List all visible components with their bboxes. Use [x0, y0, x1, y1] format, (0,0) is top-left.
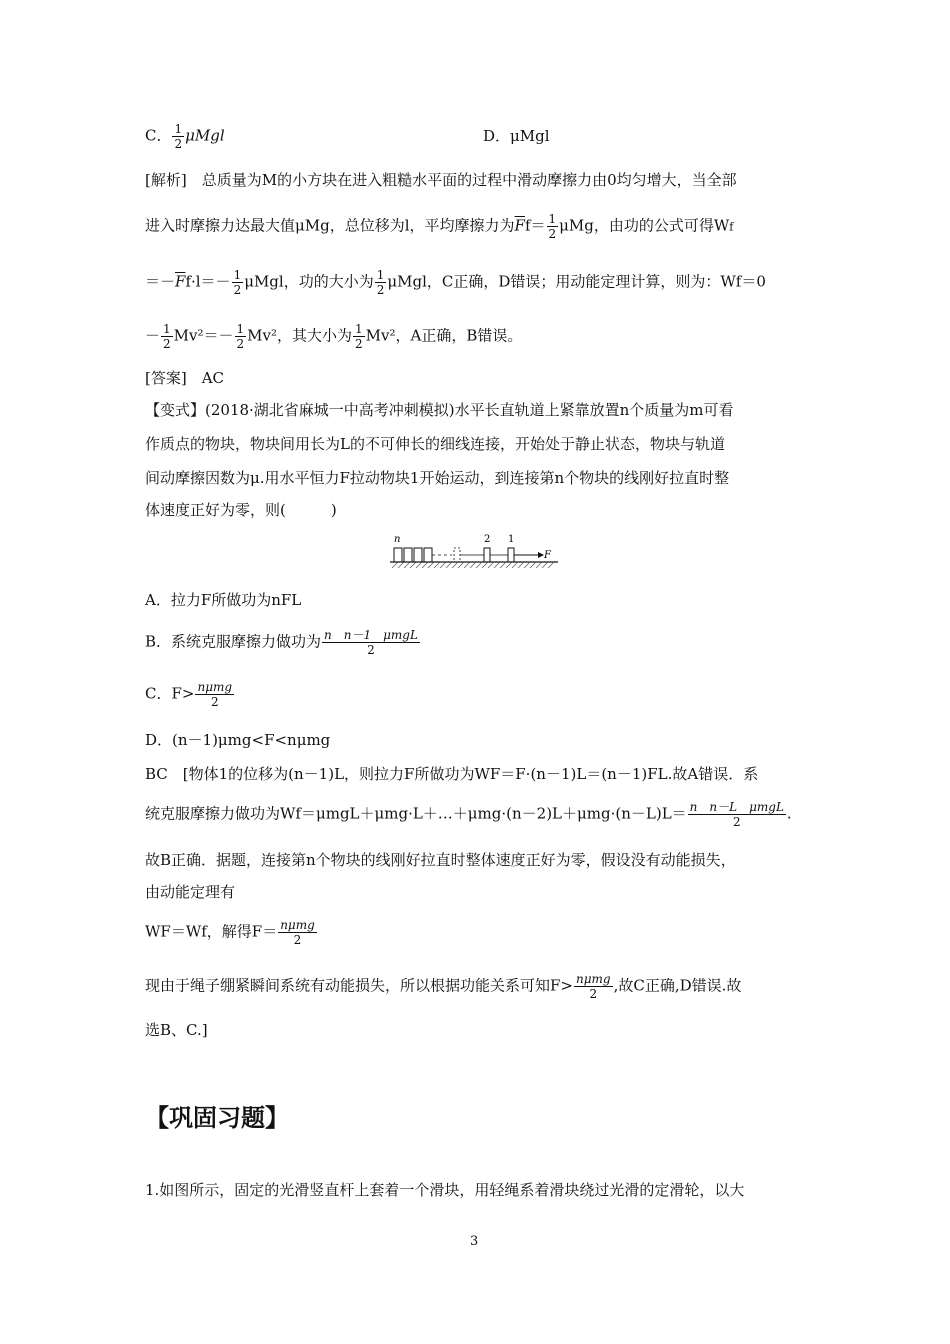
- option-c-prefix: C．: [145, 126, 172, 145]
- fraction-half: [375, 268, 387, 297]
- block-n: [394, 548, 402, 562]
- subscript: f: [729, 220, 734, 234]
- fraction-half: [547, 212, 559, 241]
- denominator: 2: [355, 337, 363, 351]
- analysis-text: Mv²，A正确，B错误。: [365, 326, 523, 345]
- numerator: 1: [548, 212, 557, 226]
- numerator: 1: [355, 322, 363, 336]
- analysis-text: Mv²＝－: [173, 326, 234, 345]
- label-2: 2: [484, 534, 491, 545]
- analysis-text: Mv²，其大小为: [247, 326, 353, 345]
- numerator: nμmg: [197, 680, 233, 694]
- denominator: 2: [236, 337, 245, 351]
- numerator: n n－L μmgL: [689, 800, 784, 814]
- solution-line-1: BC [物体1的位移为(n－1)L，则拉力F所做功为WF＝F·(n－1)L＝(n－1)FL.故A错误．系: [145, 765, 759, 783]
- answer-line: [答案] AC: [145, 369, 225, 387]
- variant-line-1: 【变式】(2018·湖北省麻城一中高考冲刺模拟)水平长直轨道上紧靠放置n个质量为m可看: [145, 401, 734, 419]
- analysis-text: f＝0: [735, 272, 766, 291]
- fraction: [574, 972, 613, 1001]
- numerator: 1: [174, 122, 183, 136]
- denominator: 2: [589, 987, 598, 1001]
- numerator: 1: [236, 322, 245, 336]
- analysis-text: μMgl，功的大小为: [244, 272, 374, 291]
- solution-text: WF＝Wf，解得F＝: [145, 922, 278, 941]
- avg-force-symbol: $\overline{F}$: [175, 272, 186, 291]
- block-dashed: [454, 548, 460, 562]
- option-c: [145, 122, 225, 151]
- denominator: 2: [163, 337, 171, 351]
- track-hatching: [392, 562, 554, 568]
- question-1-line: 1.如图所示，固定的光滑竖直杆上套着一个滑块，用轻绳系着滑块绕过光滑的定滑轮，以大: [145, 1181, 745, 1199]
- option-c-text: μMgl: [185, 126, 225, 145]
- fraction-half: [172, 122, 184, 151]
- block-1: [508, 548, 514, 562]
- page-number: 3: [470, 1234, 479, 1249]
- solution-text: .: [786, 804, 792, 823]
- solution-line-5: [145, 918, 318, 947]
- fraction-half: [161, 322, 173, 351]
- choice-b: [145, 628, 421, 657]
- variant-line-2: 作质点的物块，物块间用长为L的不可伸长的细线连接，开始处于静止状态，物块与轨道: [145, 435, 725, 453]
- numerator: 1: [233, 268, 242, 282]
- denominator: 2: [732, 815, 741, 829]
- analysis-line-1: [解析] 总质量为M的小方块在进入粗糙水平面的过程中滑动摩擦力由0均匀增大，当全部: [145, 171, 737, 189]
- analysis-text: μMg，由功的公式可得W: [559, 216, 730, 235]
- variant-line-4: 体速度正好为零，则( ): [145, 501, 337, 519]
- solution-line-2: [145, 800, 792, 829]
- solution-text: 统克服摩擦力做功为Wf＝μmgL＋μmg·L＋…＋μmg·(n－2)L＋μmg·(n－L)L＝: [145, 804, 687, 823]
- fraction-half: [232, 268, 244, 297]
- analysis-text: f·l＝－: [185, 272, 231, 291]
- block: [414, 548, 422, 562]
- analysis-line-3: [145, 268, 766, 297]
- solution-text: 现由于绳子绷紧瞬间系统有动能损失，所以根据功能关系可知F>: [145, 976, 573, 995]
- analysis-line-2: [145, 212, 733, 241]
- label-1: 1: [508, 534, 515, 545]
- solution-line-3: 故B正确．据题，连接第n个物块的线刚好拉直时整体速度正好为零，假设没有动能损失，: [145, 851, 736, 869]
- section-heading: 【巩固习题】: [145, 1104, 289, 1132]
- choice-c: [145, 680, 235, 709]
- block-2: [484, 548, 490, 562]
- numerator: n n－1 μmgL: [324, 628, 418, 642]
- solution-line-4: 由动能定理有: [145, 883, 236, 901]
- avg-force-symbol: $\overline{F}$: [514, 216, 525, 235]
- denominator: 2: [210, 695, 219, 709]
- analysis-text: ＝－: [145, 272, 176, 291]
- solution-line-6: [145, 972, 741, 1001]
- denominator: 2: [293, 933, 302, 947]
- fraction: [278, 918, 317, 947]
- block: [424, 548, 432, 562]
- analysis-text: f＝: [524, 216, 546, 235]
- block: [404, 548, 412, 562]
- choice-b-prefix: B．系统克服摩擦力做功为: [145, 632, 322, 651]
- analysis-line-4: [145, 322, 522, 351]
- choice-a: A．拉力F所做功为nFL: [145, 591, 302, 609]
- numerator: 1: [376, 268, 385, 282]
- label-n: n: [394, 534, 401, 545]
- fraction: [195, 680, 234, 709]
- denominator: 2: [376, 283, 385, 297]
- denominator: 2: [548, 227, 557, 241]
- fraction-half: [235, 322, 247, 351]
- analysis-text: 进入时摩擦力达最大值μMg，总位移为l，平均摩擦力为: [145, 216, 515, 235]
- denominator: 2: [233, 283, 242, 297]
- variant-line-3: 间动摩擦因数为μ.用水平恒力F拉动物块1开始运动，到连接第n个物块的线刚好拉直时整: [145, 469, 730, 487]
- blocks-on-track-figure: [388, 530, 560, 578]
- solution-text: ,故C正确,D错误.故: [613, 976, 742, 995]
- choice-c-prefix: C．F>: [145, 684, 195, 703]
- fraction-half: [353, 322, 365, 351]
- option-d: D．μMgl: [483, 127, 550, 145]
- numerator: 1: [163, 322, 171, 336]
- label-f: F: [544, 550, 551, 561]
- fraction: [322, 628, 420, 657]
- denominator: 2: [174, 137, 183, 151]
- numerator: nμmg: [575, 972, 611, 986]
- fraction: [688, 800, 786, 829]
- choice-d: D．(n－1)μmg<F<nμmg: [145, 731, 331, 749]
- analysis-text: μMgl，C正确，D错误；用动能定理计算，则为：W: [387, 272, 736, 291]
- numerator: nμmg: [280, 918, 315, 932]
- solution-line-7: 选B、C.]: [145, 1021, 208, 1039]
- analysis-text: －: [145, 326, 161, 345]
- denominator: 2: [367, 643, 375, 657]
